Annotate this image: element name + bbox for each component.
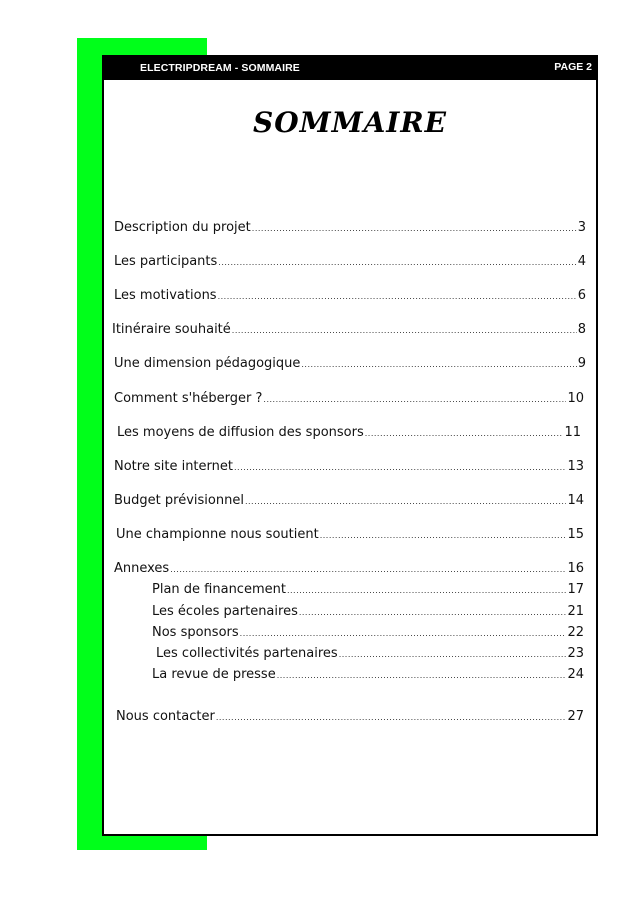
dot-leader (218, 258, 576, 267)
toc-entry-label: Itinéraire souhaité (112, 322, 231, 337)
toc-entry-page: 6 (577, 288, 586, 303)
toc-entry[interactable] (116, 527, 584, 542)
toc-entry-label: Comment s'héberger ? (114, 391, 263, 406)
toc-entry[interactable] (114, 220, 586, 235)
toc-entry-page: 9 (577, 356, 586, 371)
page-header (104, 57, 596, 80)
toc-entry-page: 21 (567, 604, 584, 619)
dot-leader (365, 429, 564, 438)
toc-entry-label: Les écoles partenaires (152, 604, 298, 619)
page-title: SOMMAIRE (252, 106, 448, 139)
toc-entry-label: Plan de financement (152, 582, 286, 597)
toc-entry[interactable] (114, 288, 586, 303)
toc-entry-label: Description du projet (114, 220, 251, 235)
toc-entry-page: 13 (567, 459, 584, 474)
toc-entry-label: Notre site internet (114, 459, 233, 474)
dot-leader (170, 565, 566, 574)
toc-entry-label: Les collectivités partenaires (156, 646, 338, 661)
toc-entry-label: Nous contacter (116, 709, 215, 724)
dot-leader (240, 629, 567, 638)
toc-entry-page: 16 (567, 561, 584, 576)
dot-leader (252, 224, 577, 233)
toc-entry[interactable] (114, 254, 586, 269)
toc-sub-entry[interactable] (156, 646, 584, 661)
dot-leader (339, 650, 567, 659)
dot-leader (245, 497, 567, 506)
toc-entry-label: La revue de presse (152, 667, 276, 682)
dot-leader (287, 586, 567, 595)
dot-leader (234, 463, 566, 472)
toc-entry-page: 14 (567, 493, 584, 508)
dot-leader (263, 395, 566, 404)
toc-sub-entry[interactable] (152, 667, 584, 682)
toc-entry[interactable] (114, 561, 584, 576)
toc-entry-page: 24 (567, 667, 584, 682)
header-title: ELECTRIPDREAM - SOMMAIRE (140, 62, 300, 74)
dot-leader (216, 713, 567, 722)
toc-entry-label: Nos sponsors (152, 625, 239, 640)
toc-entry-page: 10 (567, 391, 584, 406)
toc-sub-entry[interactable] (152, 582, 584, 597)
toc-entry-label: Budget prévisionnel (114, 493, 244, 508)
toc-entry-label: Les participants (114, 254, 218, 269)
dot-leader (218, 292, 577, 301)
toc-entry-label: Les moyens de diffusion des sponsors (117, 425, 364, 440)
toc-entry-label: Annexes (114, 561, 170, 576)
toc-entry[interactable] (114, 391, 584, 406)
document-page (102, 55, 598, 836)
toc-entry-page: 17 (567, 582, 584, 597)
dot-leader (277, 671, 567, 680)
toc-entry[interactable] (114, 459, 584, 474)
toc-entry-page: 8 (577, 322, 586, 337)
toc-entry-page: 27 (567, 709, 584, 724)
toc-entry-page: 15 (567, 527, 584, 542)
dot-leader (301, 360, 576, 369)
toc-entry-page: 22 (567, 625, 584, 640)
toc-entry[interactable] (114, 493, 584, 508)
toc-entry[interactable] (117, 425, 581, 440)
toc-sub-entry[interactable] (152, 625, 584, 640)
dot-leader (299, 608, 567, 617)
dot-leader (320, 531, 567, 540)
toc-entry-label: Une championne nous soutient (116, 527, 319, 542)
toc-entry-page: 11 (564, 425, 581, 440)
toc-entry-label: Une dimension pédagogique (114, 356, 301, 371)
toc-entry[interactable] (116, 709, 584, 724)
toc-sub-entry[interactable] (152, 604, 584, 619)
toc-entry-label: Les motivations (114, 288, 217, 303)
header-page-number: PAGE 2 (554, 61, 592, 73)
toc-entry[interactable] (112, 322, 586, 337)
toc-entry-page: 4 (577, 254, 586, 269)
toc-entry-page: 23 (567, 646, 584, 661)
dot-leader (232, 326, 577, 335)
toc-entry-page: 3 (577, 220, 586, 235)
toc-entry[interactable] (114, 356, 586, 371)
